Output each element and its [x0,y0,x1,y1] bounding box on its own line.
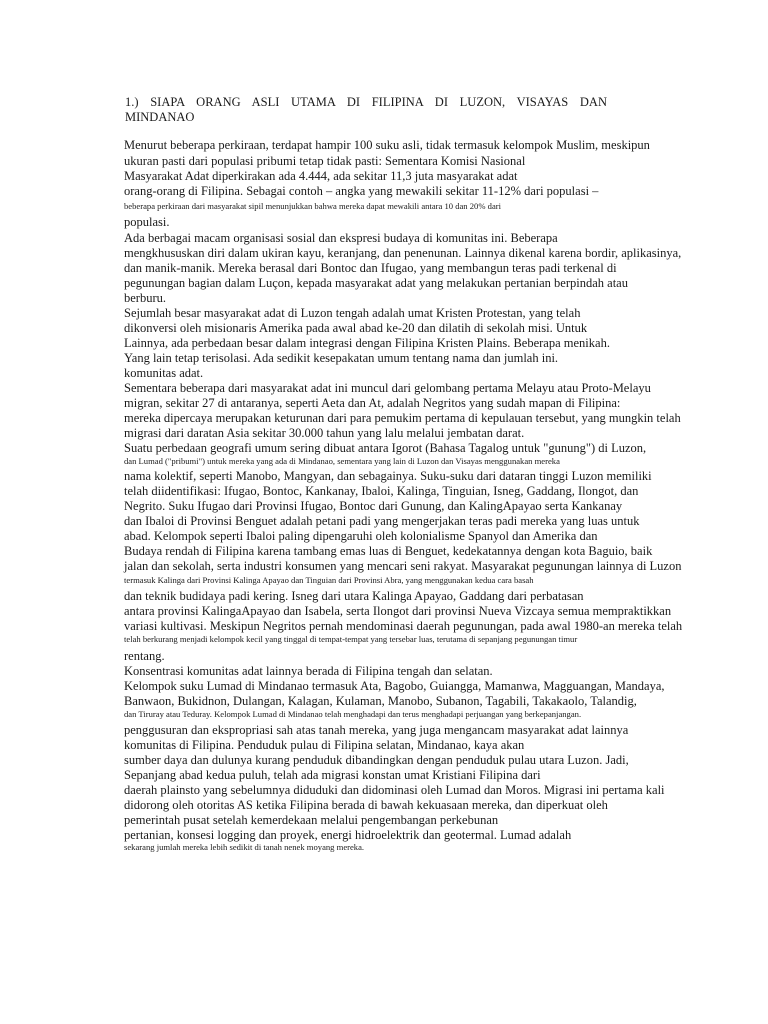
body-line: Banwaon, Bukidnon, Dulangan, Kalagan, Kulaman, Manobo, Subanon, Tagabili, Takakaolo, Talandig, [124,694,637,708]
body-line: Sementara beberapa dari masyarakat adat ini muncul dari gelombang pertama Melayu atau Proto-Melayu [124,381,651,395]
body-line: dan manik-manik. Mereka berasal dari Bontoc dan Ifugao, yang membangun teras padi terkenal di [124,261,617,275]
body-line-small: dan Lumad ("pribumi") untuk mereka yang ada di Mindanao, sementara yang lain di Luzon dan Visayas menggunakan mereka [124,456,560,466]
body-line: dan Ibaloi di Provinsi Benguet adalah petani padi yang mengerjakan teras padi mereka yang luas untuk [124,514,640,528]
body-line: Lainnya, ada perbedaan besar dalam integrasi dengan Filipina Kristen Plains. Beberapa menikah. [124,336,610,350]
title-line-2: MINDANAO [125,110,195,124]
body-line: variasi kultivasi. Meskipun Negritos pernah mendominasi daerah pegunungan, pada awal 1980-an mereka telah [124,619,683,633]
body-line: Budaya rendah di Filipina karena tambang emas luas di Benguet, kedekatannya dengan kota Baguio, baik [124,544,653,558]
body-line: mengkhususkan diri dalam ukiran kayu, keranjang, dan penenunan. Lainnya dikenal karena bordir, aplikasinya, [124,246,682,260]
body-line: Ada berbagai macam organisasi sosial dan ekspresi budaya di komunitas ini. Beberapa [124,231,558,245]
body-line: sumber daya dan dulunya kurang penduduk dibandingkan dengan penduduk pulau utara Luzon. Jadi, [124,753,629,767]
body-line: Yang lain tetap terisolasi. Ada sedikit kesepakatan umum tentang nama dan jumlah ini. [124,351,559,365]
body-line-small: dan Tiruray atau Teduray. Kelompok Lumad di Mindanao telah menghadapi dan terus menghadapi perjuangan yang berkepanjangan. [124,709,582,719]
body-line: penggusuran dan ekspropriasi sah atas tanah mereka, yang juga mengancam masyarakat adat lainnya [124,723,629,737]
body-line: dikonversi oleh misionaris Amerika pada awal abad ke-20 dan dilatih di sekolah misi. Untuk [124,321,588,335]
body-line-small: telah berkurang menjadi kelompok kecil yang tinggal di tempat-tempat yang tersebar luas, terutama di sepanjang pegunungan timur [124,634,578,644]
body-line: Menurut beberapa perkiraan, terdapat hampir 100 suku asli, tidak termasuk kelompok Muslim, meskipun [124,138,650,152]
body-line: orang-orang di Filipina. Sebagai contoh – angka yang mewakili sekitar 11-12% dari populasi – [124,184,599,198]
body-line: pegunungan bagian dalam Luçon, kepada masyarakat adat yang melakukan pertanian berpindah atau [124,276,628,290]
body-line: berburu. [124,291,166,305]
body-line: jalan dan sekolah, serta industri konsumen yang mencari seni rakyat. Masyarakat pegunungan lainnya di Luzon [124,559,682,573]
body-line: populasi. [124,215,170,229]
body-line: ukuran pasti dari populasi pribumi tetap tidak pasti: Sementara Komisi Nasional [124,154,526,168]
body-line: daerah plainsto yang sebelumnya diduduki dan didominasi oleh Lumad dan Moros. Migrasi ini pertama kali [124,783,665,797]
title-line-1: 1.) SIAPA ORANG ASLI UTAMA DI FILIPINA DI LUZON, VISAYAS DAN [125,95,607,109]
body-line: abad. Kelompok seperti Ibaloi paling dipengaruhi oleh kolonialisme Spanyol dan Amerika dan [124,529,598,543]
body-line-small: sekarang jumlah mereka lebih sedikit di tanah nenek moyang mereka. [124,842,365,852]
body-line: Suatu perbedaan geografi umum sering dibuat antara Igorot (Bahasa Tagalog untuk "gunung") di Luzon, [124,441,647,455]
body-line: pemerintah pusat setelah kemerdekaan melalui pengembangan perkebunan [124,813,499,827]
body-line: Masyarakat Adat diperkirakan ada 4.444, ada sekitar 11,3 juta masyarakat adat [124,169,518,183]
body-line: migrasi dari daratan Asia sekitar 30.000 tahun yang lalu melalui jembatan darat. [124,426,525,440]
body-line: telah diidentifikasi: Ifugao, Bontoc, Kankanay, Ibaloi, Kalinga, Tinguian, Isneg, Gaddang, Ilongot, dan [124,484,639,498]
body-line: didorong oleh otoritas AS ketika Filipina berada di bawah kekuasaan mereka, dan diperkuat oleh [124,798,608,812]
body-line: komunitas adat. [124,366,204,380]
body-line: dan teknik budidaya padi kering. Isneg dari utara Kalinga Apayao, Gaddang dari perbatasan [124,589,584,603]
body-line: komunitas di Filipina. Penduduk pulau di Filipina selatan, Mindanao, kaya akan [124,738,525,752]
body-line: Sepanjang abad kedua puluh, telah ada migrasi konstan umat Kristiani Filipina dari [124,768,541,782]
body-line: Konsentrasi komunitas adat lainnya berada di Filipina tengah dan selatan. [124,664,493,678]
body-line: Kelompok suku Lumad di Mindanao termasuk Ata, Bagobo, Guiangga, Mamanwa, Magguangan, Mandaya, [124,679,665,693]
body-line: Negrito. Suku Ifugao dari Provinsi Ifugao, Bontoc dari Gunung, dan KalingApayao serta Kankanay [124,499,623,513]
body-line: nama kolektif, seperti Manobo, Mangyan, dan sebagainya. Suku-suku dari dataran tinggi Luzon memiliki [124,469,652,483]
body-line: rentang. [124,649,165,663]
body-line: Sejumlah besar masyarakat adat di Luzon tengah adalah umat Kristen Protestan, yang telah [124,306,581,320]
body-line-small: beberapa perkiraan dari masyarakat sipil menunjukkan bahwa mereka dapat mewakili antara 10 dan 20% dari [124,201,502,211]
body-line: pertanian, konsesi logging dan proyek, energi hidroelektrik dan geotermal. Lumad adalah [124,828,572,842]
body-line: mereka dipercaya merupakan keturunan dari para pemukim pertama di kepulauan tersebut, yang mungkin telah [124,411,681,425]
body-line: antara provinsi KalingaApayao dan Isabela, serta Ilongot dari provinsi Nueva Vizcaya semua mempraktikkan [124,604,672,618]
body-line-small: termasuk Kalinga dari Provinsi Kalinga Apayao dan Tinguian dari Provinsi Abra, yang menggunakan kedua cara basah [124,575,534,585]
body-line: migran, sekitar 27 di antaranya, seperti Aeta dan At, adalah Negritos yang sudah mapan di Filipina: [124,396,621,410]
